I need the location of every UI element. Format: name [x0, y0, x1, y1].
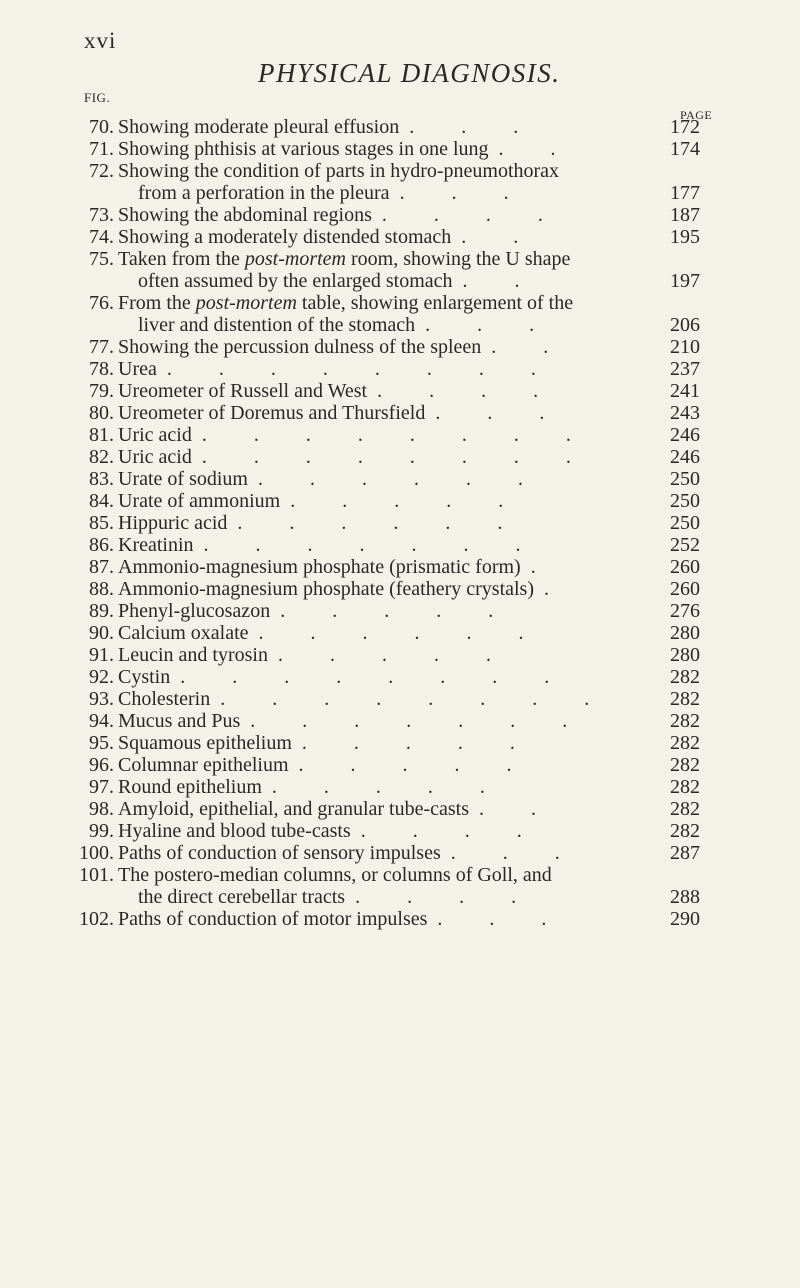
- leader-dots: . . . .: [355, 886, 538, 908]
- caption-text: from a perforation in the pleura: [138, 182, 390, 204]
- caption-text: Showing the condition of parts in hydro-pneumothorax: [118, 160, 560, 182]
- figure-caption: [118, 798, 644, 820]
- caption-line: [118, 710, 644, 732]
- figure-entry: [70, 798, 710, 820]
- figure-entry: [70, 908, 710, 930]
- figure-number: 94.: [89, 710, 114, 732]
- leader-dots: . . .: [435, 402, 566, 424]
- caption-text: Kreatinin: [118, 534, 194, 556]
- leader-dots: . . .: [399, 182, 530, 204]
- leader-dots: . . . . . . . .: [180, 666, 571, 688]
- page-number: 282: [670, 710, 700, 732]
- leader-dots: . . . . .: [280, 600, 515, 622]
- page-number: 206: [670, 314, 700, 336]
- caption-text: table, showing enlargement of the: [296, 292, 574, 314]
- caption-line: [118, 754, 644, 776]
- figure-number: 95.: [89, 732, 114, 754]
- page-number: 243: [670, 402, 700, 424]
- figure-number: 99.: [89, 820, 114, 842]
- running-title: PHYSICAL DIAGNOSIS.: [258, 58, 561, 88]
- figure-caption: [118, 600, 644, 622]
- page-number: 282: [670, 776, 700, 798]
- caption-text: Mucus and Pus: [118, 710, 241, 732]
- figure-caption: [118, 556, 644, 578]
- caption-text: Urea: [118, 358, 157, 380]
- caption-text: Cystin: [118, 666, 171, 688]
- figure-number: 100.: [79, 842, 114, 864]
- leader-dots: . . .: [437, 908, 568, 930]
- caption-text: Ammonio-magnesium phosphate (feathery crystals): [118, 578, 534, 600]
- caption-line: [118, 424, 644, 446]
- page-number: 246: [670, 446, 700, 468]
- caption-text: Hippuric acid: [118, 512, 228, 534]
- leader-dots: . . .: [425, 314, 556, 336]
- fig-column-label: FIG.: [84, 90, 111, 105]
- leader-dots: . .: [479, 798, 558, 820]
- page-number: 282: [670, 820, 700, 842]
- leader-dots: . . . . . .: [258, 622, 545, 644]
- figure-number: 98.: [89, 798, 114, 820]
- caption-text: Amyloid, epithelial, and granular tube-casts: [118, 798, 470, 820]
- page-number: 187: [670, 204, 700, 226]
- figure-entry: [70, 688, 710, 710]
- caption-text: From the: [118, 292, 196, 314]
- figure-entry: [70, 490, 710, 512]
- figure-entry: [70, 732, 710, 754]
- figure-caption: [118, 842, 644, 864]
- leader-dots: . . .: [450, 842, 581, 864]
- leader-dots: . .: [491, 336, 570, 358]
- figure-caption: [118, 820, 644, 842]
- caption-text: The postero-median columns, or columns of Goll, and: [118, 864, 552, 886]
- caption-line: [118, 556, 644, 578]
- caption-line: [118, 380, 644, 402]
- caption-text: Showing the abdominal regions: [118, 204, 372, 226]
- figure-caption: [118, 292, 644, 336]
- page-number: 282: [670, 754, 700, 776]
- leader-dots: . . . .: [360, 820, 543, 842]
- caption-line: [118, 490, 644, 512]
- caption-text: the direct cerebellar tracts: [138, 886, 346, 908]
- figure-number: 88.: [89, 578, 114, 600]
- leader-dots: . . . . . . . .: [201, 424, 592, 446]
- page-column-label: PAGE: [680, 108, 713, 122]
- leader-dots: . . . .: [377, 380, 560, 402]
- page-number: 282: [670, 732, 700, 754]
- leader-dots: . . . . . . . .: [220, 688, 611, 710]
- figure-number: 81.: [89, 424, 114, 446]
- figure-entry: [70, 842, 710, 864]
- figure-caption: [118, 446, 644, 468]
- figure-entry: [70, 666, 710, 688]
- figure-number: 74.: [89, 226, 114, 248]
- figure-entry: [70, 468, 710, 490]
- leader-dots: . . . . . . . .: [166, 358, 557, 380]
- caption-text: Hyaline and blood tube-casts: [118, 820, 351, 842]
- figure-caption: [118, 864, 644, 908]
- caption-line: [118, 908, 644, 930]
- figure-number: 91.: [89, 644, 114, 666]
- caption-text: Phenyl-glucosazon: [118, 600, 271, 622]
- caption-line: [118, 534, 644, 556]
- figure-entry: [70, 248, 710, 292]
- figure-number: 96.: [89, 754, 114, 776]
- figure-entry: [70, 512, 710, 534]
- page-number: 260: [670, 578, 700, 600]
- caption-line: [118, 732, 644, 754]
- figure-caption: [118, 248, 644, 292]
- caption-line-continued: [118, 270, 644, 292]
- page-number: 174: [670, 138, 700, 160]
- figure-caption: [118, 754, 644, 776]
- figure-caption: [118, 710, 644, 732]
- caption-line-continued: [118, 886, 644, 908]
- figure-caption: [118, 116, 644, 138]
- caption-line: [118, 402, 644, 424]
- page-number: 241: [670, 380, 700, 402]
- page-number: 276: [670, 600, 700, 622]
- leader-dots: . . . . .: [298, 754, 533, 776]
- caption-line: [118, 820, 644, 842]
- figure-caption: [118, 226, 644, 248]
- page-number: 287: [670, 842, 700, 864]
- page-number: 250: [670, 512, 700, 534]
- page-number: 172: [670, 116, 700, 138]
- figure-number: 87.: [89, 556, 114, 578]
- leader-dots: . .: [462, 270, 541, 292]
- figure-entry: [70, 204, 710, 226]
- caption-line: [118, 138, 644, 160]
- leader-dots: .: [530, 556, 557, 578]
- page-number: 288: [670, 886, 700, 908]
- caption-text: Urate of sodium: [118, 468, 248, 490]
- figure-entry: [70, 776, 710, 798]
- figure-number: 97.: [89, 776, 114, 798]
- roman-page-number: xvi: [84, 28, 117, 53]
- figure-caption: [118, 732, 644, 754]
- figure-entry: [70, 358, 710, 380]
- caption-line: [118, 226, 644, 248]
- page-number: 280: [670, 644, 700, 666]
- caption-text: Round epithelium: [118, 776, 262, 798]
- figure-caption: [118, 468, 644, 490]
- leader-dots: . .: [461, 226, 540, 248]
- figure-number: 89.: [89, 600, 114, 622]
- figure-number: 86.: [89, 534, 114, 556]
- figure-caption: [118, 666, 644, 688]
- figure-caption: [118, 644, 644, 666]
- figure-entry: [70, 710, 710, 732]
- leader-dots: . . . . . . .: [203, 534, 542, 556]
- caption-line: [118, 776, 644, 798]
- figure-entry: [70, 578, 710, 600]
- leader-dots: . . . . .: [301, 732, 536, 754]
- figure-number: 85.: [89, 512, 114, 534]
- caption-line: [118, 842, 644, 864]
- leader-dots: . . . . .: [290, 490, 525, 512]
- caption-line: [118, 248, 644, 270]
- caption-italic-text: post-mortem: [244, 248, 346, 270]
- figure-number: 80.: [89, 402, 114, 424]
- page-number: 250: [670, 468, 700, 490]
- caption-text: Uric acid: [118, 424, 192, 446]
- page-number: 252: [670, 534, 700, 556]
- leader-dots: . .: [498, 138, 577, 160]
- figure-number: 76.: [89, 292, 114, 314]
- page-number: 250: [670, 490, 700, 512]
- caption-line: [118, 600, 644, 622]
- figure-number: 93.: [89, 688, 114, 710]
- caption-text: Showing phthisis at various stages in one lung: [118, 138, 489, 160]
- figure-caption: [118, 578, 644, 600]
- caption-line: [118, 798, 644, 820]
- figure-entry: [70, 160, 710, 204]
- figure-number: 71.: [89, 138, 114, 160]
- figure-number: 79.: [89, 380, 114, 402]
- figure-list: [70, 116, 710, 930]
- caption-text: Urate of ammonium: [118, 490, 281, 512]
- caption-text: Calcium oxalate: [118, 622, 249, 644]
- caption-line: [118, 666, 644, 688]
- figure-entry: [70, 424, 710, 446]
- caption-line-continued: [118, 314, 644, 336]
- page-number: 177: [670, 182, 700, 204]
- leader-dots: . . . . .: [271, 776, 506, 798]
- caption-line: [118, 446, 644, 468]
- caption-line: [118, 512, 644, 534]
- figure-number: 84.: [89, 490, 114, 512]
- caption-text: Columnar epithelium: [118, 754, 289, 776]
- caption-text: Showing the percussion dulness of the spleen: [118, 336, 482, 358]
- figure-number: 72.: [89, 160, 114, 182]
- figure-entry: [70, 292, 710, 336]
- figure-entry: [70, 600, 710, 622]
- caption-line: [118, 468, 644, 490]
- figure-caption: [118, 160, 644, 204]
- leader-dots: . . . . . .: [237, 512, 524, 534]
- figure-caption: [118, 776, 644, 798]
- caption-line: [118, 688, 644, 710]
- figure-number: 70.: [89, 116, 114, 138]
- figure-caption: [118, 622, 644, 644]
- leader-dots: . . . . . . .: [250, 710, 589, 732]
- figure-number: 83.: [89, 468, 114, 490]
- leader-dots: . . . .: [381, 204, 564, 226]
- figure-caption: [118, 908, 644, 930]
- page-number: 290: [670, 908, 700, 930]
- caption-line: [118, 116, 644, 138]
- caption-line-continued: [118, 182, 644, 204]
- leader-dots: .: [544, 578, 570, 600]
- figure-number: 75.: [89, 248, 114, 270]
- figure-entry: [70, 820, 710, 842]
- page-number: 280: [670, 622, 700, 644]
- figure-entry: [70, 402, 710, 424]
- leader-dots: . . . . . . . .: [201, 446, 592, 468]
- page-number: 237: [670, 358, 700, 380]
- page-number: 197: [670, 270, 700, 292]
- caption-line: [118, 864, 644, 886]
- page-number: 210: [670, 336, 700, 358]
- caption-text: Ammonio-magnesium phosphate (prismatic form): [118, 556, 521, 578]
- figure-caption: [118, 402, 644, 424]
- caption-line: [118, 622, 644, 644]
- figure-number: 102.: [79, 908, 114, 930]
- figure-number: 92.: [89, 666, 114, 688]
- figure-caption: [118, 688, 644, 710]
- caption-line: [118, 336, 644, 358]
- figure-number: 90.: [89, 622, 114, 644]
- caption-text: room, showing the U shape: [346, 248, 571, 270]
- figure-entry: [70, 622, 710, 644]
- caption-line: [118, 578, 644, 600]
- figure-number: 82.: [89, 446, 114, 468]
- figure-caption: [118, 512, 644, 534]
- page-number: 282: [670, 666, 700, 688]
- caption-text: Cholesterin: [118, 688, 211, 710]
- caption-text: Squamous epithelium: [118, 732, 292, 754]
- figure-caption: [118, 358, 644, 380]
- figure-entry: [70, 446, 710, 468]
- caption-line: [118, 644, 644, 666]
- caption-text: Taken from the: [118, 248, 245, 270]
- figure-entry: [70, 380, 710, 402]
- caption-line: [118, 204, 644, 226]
- caption-text: Showing a moderately distended stomach: [118, 226, 452, 248]
- leader-dots: . . .: [409, 116, 540, 138]
- figure-caption: [118, 490, 644, 512]
- figure-entry: [70, 534, 710, 556]
- caption-text: often assumed by the enlarged stomach: [138, 270, 453, 292]
- figure-caption: [118, 204, 644, 226]
- figure-entry: [70, 336, 710, 358]
- leader-dots: . . . . .: [277, 644, 512, 666]
- figure-caption: [118, 138, 644, 160]
- page-number: 195: [670, 226, 700, 248]
- caption-line: [118, 358, 644, 380]
- caption-text: Leucin and tyrosin: [118, 644, 268, 666]
- figure-entry: [70, 226, 710, 248]
- caption-line: [118, 292, 644, 314]
- caption-text: Ureometer of Russell and West: [118, 380, 368, 402]
- figure-entry: [70, 116, 710, 138]
- figure-entry: [70, 864, 710, 908]
- figure-entry: [70, 556, 710, 578]
- caption-text: Ureometer of Doremus and Thursfield: [118, 402, 426, 424]
- figure-caption: [118, 424, 644, 446]
- caption-text: Paths of conduction of sensory impulses: [118, 842, 441, 864]
- page-number: 246: [670, 424, 700, 446]
- caption-text: Showing moderate pleural effusion: [118, 116, 400, 138]
- figure-number: 73.: [89, 204, 114, 226]
- figure-caption: [118, 336, 644, 358]
- figure-number: 101.: [79, 864, 114, 886]
- caption-text: Uric acid: [118, 446, 192, 468]
- page-number: 282: [670, 688, 700, 710]
- figure-number: 77.: [89, 336, 114, 358]
- caption-line: [118, 160, 644, 182]
- figure-entry: [70, 644, 710, 666]
- figure-caption: [118, 380, 644, 402]
- page-number: 282: [670, 798, 700, 820]
- figure-number: 78.: [89, 358, 114, 380]
- leader-dots: . . . . . .: [257, 468, 544, 490]
- figure-entry: [70, 138, 710, 160]
- figure-entry: [70, 754, 710, 776]
- figure-caption: [118, 534, 644, 556]
- caption-text: Paths of conduction of motor impulses: [118, 908, 428, 930]
- page-number: 260: [670, 556, 700, 578]
- caption-italic-text: post-mortem: [195, 292, 297, 314]
- caption-text: liver and distention of the stomach: [138, 314, 416, 336]
